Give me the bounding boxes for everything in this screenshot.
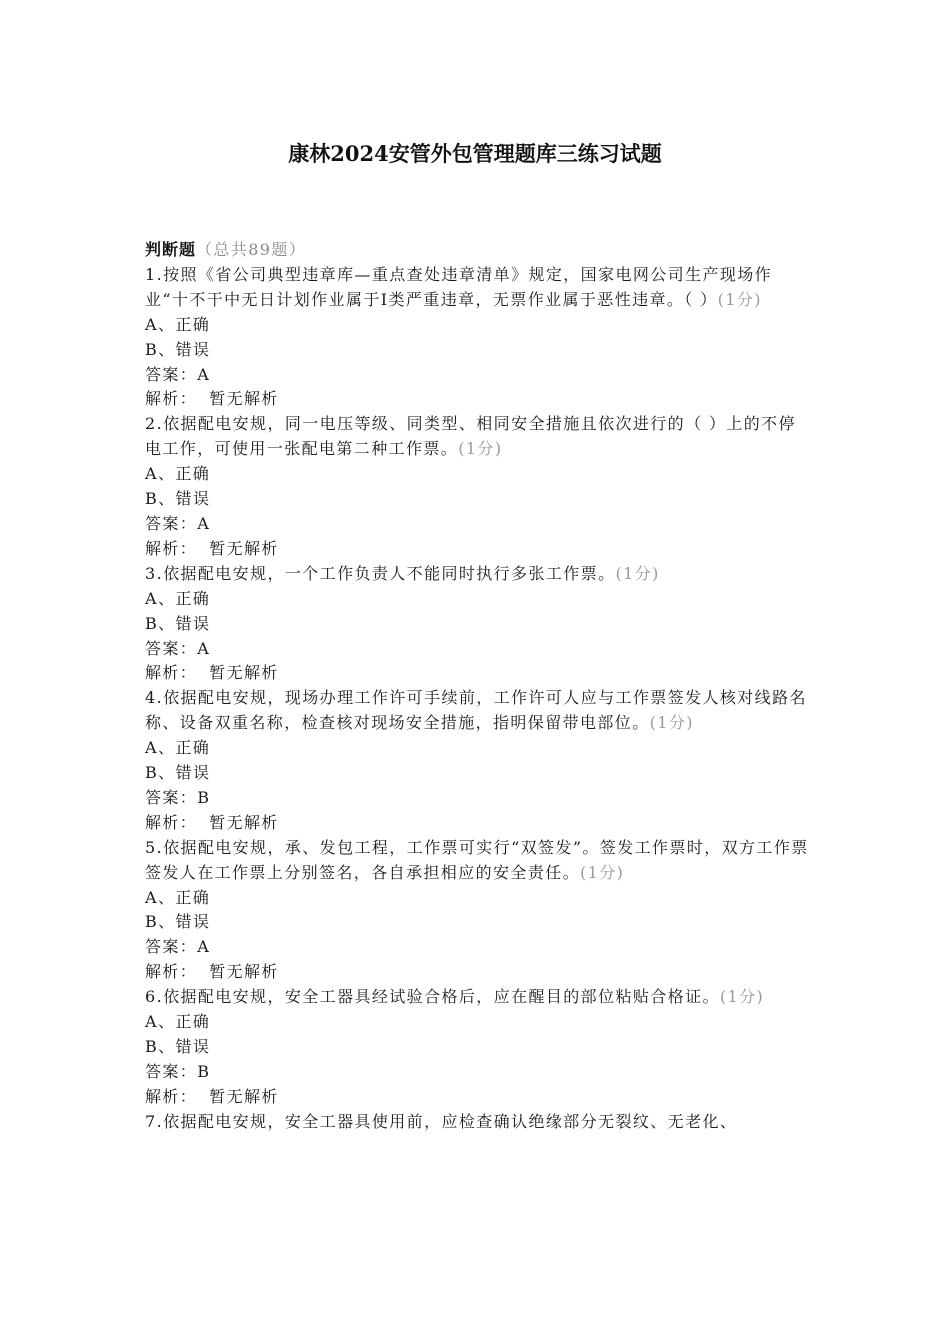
- question-text: 4.依据配电安规，现场办理工作许可手续前，工作许可人应与工作票签发人核对线路名称、设备双重名称，检查核对现场安全措施，指明保留带电部位。: [145, 688, 807, 733]
- option-b: B、错误: [145, 912, 211, 932]
- question-item: [145, 985, 810, 1110]
- answer-label: 答案：: [145, 638, 198, 658]
- section-heading: [145, 238, 810, 263]
- question-text: 7.依据配电安规，安全工器具使用前，应检查确认绝缘部分无裂纹、无老化、: [145, 1111, 738, 1131]
- option-a: A、正确: [145, 588, 211, 608]
- answer-label: 答案：: [145, 937, 198, 957]
- section-count: （总共89题）: [196, 240, 307, 259]
- question-item-partial: [145, 1110, 810, 1135]
- explanation-value: 暂无解析: [209, 812, 279, 832]
- question-item: [145, 412, 810, 561]
- explanation-line: [145, 661, 810, 686]
- option-a: A、正确: [145, 738, 211, 758]
- explanation-value: 暂无解析: [209, 1086, 279, 1106]
- page-title: 康林2024安管外包管理题库三练习试题: [288, 141, 662, 166]
- answer-label: 答案：: [145, 364, 198, 384]
- answer-line: [145, 512, 810, 537]
- question-score: (1分): [580, 862, 625, 882]
- option-b: B、错误: [145, 613, 211, 633]
- option-b: B、错误: [145, 763, 211, 783]
- question-text: 6.依据配电安规，安全工器具经试验合格后，应在醒目的部位粘贴合格证。: [145, 987, 720, 1007]
- explanation-label: 解析：: [145, 1086, 198, 1106]
- option-b: B、错误: [145, 1037, 211, 1056]
- question-text: 5.依据配电安规，承、发包工程，工作票可实行“双签发”。签发工作票时，双方工作票签发人在工作票上分别签名，各自承担相应的安全责任。: [145, 837, 809, 882]
- explanation-label: 解析：: [145, 812, 198, 832]
- explanation-line: [145, 1085, 810, 1110]
- explanation-label: 解析：: [145, 962, 198, 982]
- answer-value: B: [197, 787, 211, 807]
- answer-label: 答案：: [145, 787, 198, 807]
- question-item: [145, 836, 810, 985]
- question-item: [145, 562, 810, 687]
- explanation-line: [145, 537, 810, 562]
- option-b: B、错误: [145, 489, 211, 509]
- question-score: (1分): [717, 289, 762, 309]
- option-a: A、正确: [145, 314, 211, 334]
- answer-label: 答案：: [145, 513, 198, 533]
- explanation-value: 暂无解析: [209, 538, 279, 558]
- answer-value: A: [197, 364, 211, 384]
- explanation-label: 解析：: [145, 663, 198, 683]
- answer-line: [145, 363, 810, 388]
- explanation-label: 解析：: [145, 389, 198, 409]
- option-b: B、错误: [145, 339, 211, 359]
- question-item: [145, 686, 810, 835]
- question-text: 3.依据配电安规，一个工作负责人不能同时执行多张工作票。: [145, 563, 616, 583]
- option-a: A、正确: [145, 887, 211, 907]
- option-a: A、正确: [145, 1012, 211, 1032]
- explanation-line: [145, 960, 810, 985]
- answer-value: A: [197, 638, 211, 658]
- answer-value: B: [197, 1061, 211, 1081]
- question-text: 2.依据配电安规，同一电压等级、同类型、相同安全措施且依次进行的（ ）上的不停电工作，可使用一张配电第二种工作票。: [145, 414, 796, 459]
- explanation-line: [145, 387, 810, 412]
- explanation-value: 暂无解析: [209, 663, 279, 683]
- question-score: (1分): [649, 713, 694, 733]
- explanation-label: 解析：: [145, 538, 198, 558]
- explanation-value: 暂无解析: [209, 389, 279, 409]
- answer-value: A: [197, 937, 211, 957]
- question-item: [145, 263, 810, 412]
- answer-line: [145, 637, 810, 662]
- question-score: (1分): [458, 439, 503, 459]
- answer-line: [145, 1060, 810, 1085]
- answer-label: 答案：: [145, 1061, 198, 1081]
- answer-line: [145, 935, 810, 960]
- answer-line: [145, 786, 810, 811]
- question-score: (1分): [719, 987, 765, 1007]
- section-title: 判断题: [145, 240, 197, 259]
- question-score: (1分): [615, 563, 660, 583]
- question-text: 1.按照《省公司典型违章库—重点查处违章清单》规定，国家电网公司生产现场作业“十不干中无日计划作业属于I类严重违章，无票作业属于恶性违章。（ ）: [145, 264, 773, 309]
- question-list: [145, 238, 810, 1135]
- option-a: A、正确: [145, 464, 211, 484]
- explanation-value: 暂无解析: [209, 962, 279, 982]
- answer-value: A: [197, 513, 211, 533]
- explanation-line: [145, 811, 810, 836]
